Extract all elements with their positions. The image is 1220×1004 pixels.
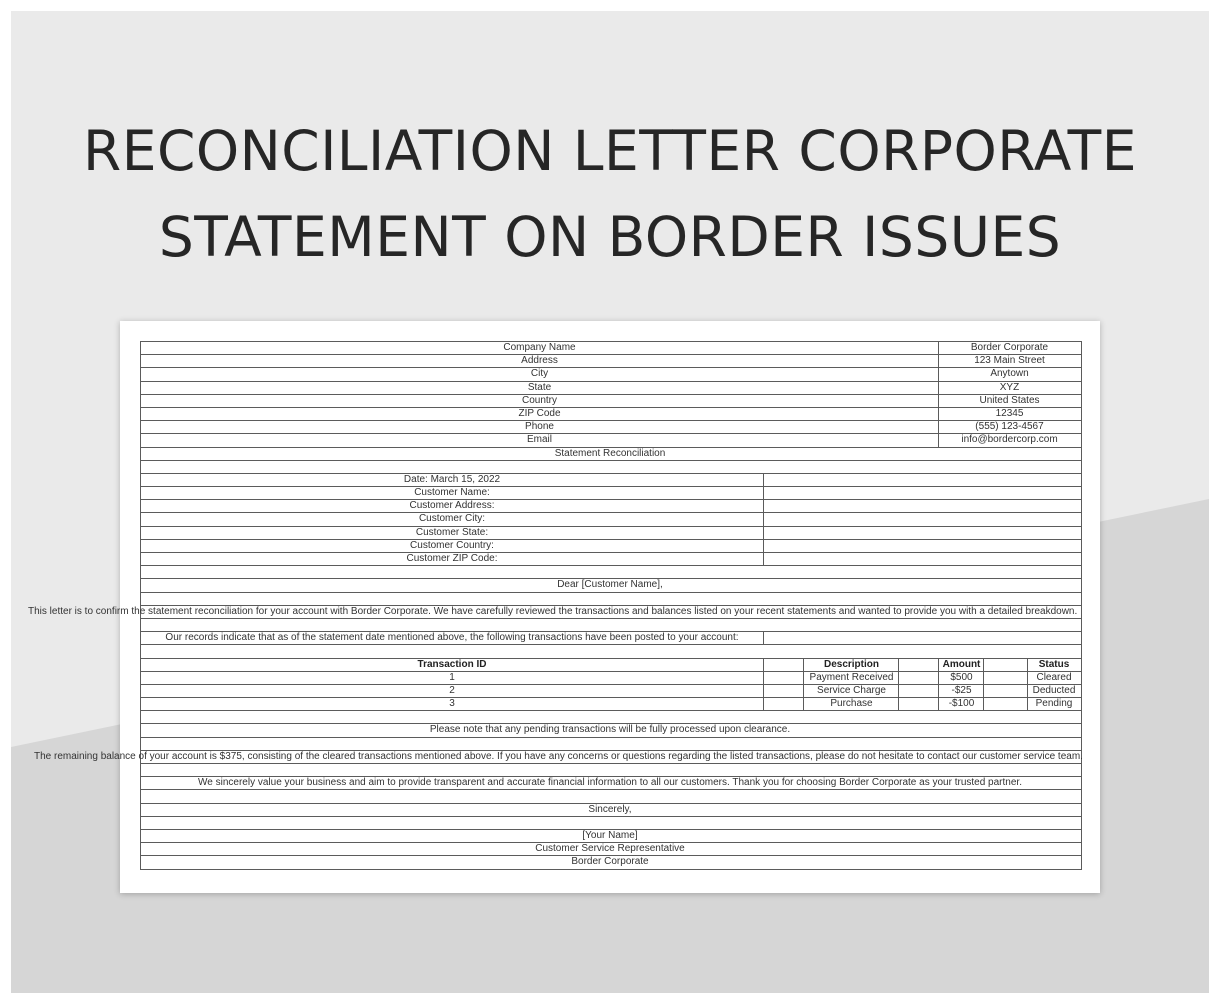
company-value: info@bordercorp.com bbox=[938, 434, 1080, 446]
spacer-cell bbox=[983, 698, 1028, 710]
pending-note-text: Please note that any pending transactions will be fully processed upon clearance. bbox=[429, 724, 791, 736]
spreadsheet-grid bbox=[28, 341, 1083, 870]
transaction-description: Purchase bbox=[803, 698, 899, 710]
signature-row bbox=[141, 830, 1081, 843]
transaction-id: 2 bbox=[449, 684, 455, 696]
company-label: Phone bbox=[525, 421, 554, 433]
company-row bbox=[141, 368, 1081, 381]
blank-row bbox=[141, 645, 1081, 658]
company-label: Address bbox=[521, 355, 558, 367]
company-value: 12345 bbox=[938, 408, 1080, 420]
spacer-cell bbox=[898, 659, 939, 671]
transaction-amount: -$100 bbox=[938, 698, 984, 710]
customer-row bbox=[141, 540, 1081, 553]
customer-field: Customer Address: bbox=[409, 500, 495, 512]
blank-row bbox=[141, 738, 1081, 751]
spacer-cell bbox=[763, 672, 804, 684]
greeting-row bbox=[141, 579, 1081, 592]
company-label: Email bbox=[526, 434, 552, 446]
transaction-status: Pending bbox=[1027, 698, 1080, 710]
blank-row bbox=[141, 593, 1081, 606]
table-row bbox=[141, 685, 1081, 698]
spacer-cell bbox=[983, 685, 1028, 697]
page-title bbox=[0, 108, 1220, 280]
customer-row bbox=[141, 527, 1081, 540]
company-row bbox=[141, 434, 1081, 447]
spacer-cell bbox=[898, 672, 939, 684]
spacer-cell bbox=[763, 698, 804, 710]
balance-text: The remaining balance of your account is $375, consisting of the cleared transactions mentioned above. If you have any concerns or questions regarding the listed transactions, please do not hesitate to contact our customer service team. bbox=[34, 750, 1083, 762]
intro-text: This letter is to confirm the statement reconciliation for your account with Border Corporate. We have carefully reviewed the transactions and balances listed on your recent statements and wanted to provide you with a detailed breakdown. bbox=[28, 605, 1078, 617]
blank-row bbox=[141, 817, 1081, 830]
transactions-header-row bbox=[141, 659, 1081, 672]
column-header-status: Status bbox=[1027, 659, 1080, 671]
blank-row bbox=[141, 764, 1081, 777]
column-header-description: Description bbox=[803, 659, 899, 671]
spreadsheet-preview bbox=[28, 321, 1100, 893]
customer-value-cell bbox=[763, 553, 1080, 565]
transaction-id: 3 bbox=[449, 698, 455, 710]
company-value: Anytown bbox=[938, 368, 1080, 380]
column-header-amount: Amount bbox=[938, 659, 984, 671]
customer-value-cell bbox=[763, 513, 1080, 525]
blank-row bbox=[141, 790, 1081, 803]
title-line-1: RECONCILIATION LETTER CORPORATE bbox=[82, 119, 1137, 183]
company-row bbox=[141, 395, 1081, 408]
records-row bbox=[141, 632, 1081, 645]
transaction-status: Deducted bbox=[1027, 685, 1080, 697]
spacer-cell bbox=[763, 659, 804, 671]
title-line-2: STATEMENT ON BORDER ISSUES bbox=[158, 205, 1062, 269]
customer-field: Customer City: bbox=[418, 513, 486, 525]
value-note-text: We sincerely value your business and aim to provide transparent and accurate financial information to all our customers. Thank you for choosing Border Corporate as your trusted partner. bbox=[198, 777, 1022, 789]
company-row bbox=[141, 382, 1081, 395]
spacer-cell bbox=[983, 672, 1028, 684]
blank-row bbox=[141, 566, 1081, 579]
customer-value-cell bbox=[763, 527, 1080, 539]
customer-value-cell bbox=[763, 540, 1080, 552]
signature-name: [Your Name] bbox=[582, 829, 638, 841]
statement-heading: Statement Reconciliation bbox=[554, 447, 666, 459]
company-value: (555) 123-4567 bbox=[938, 421, 1080, 433]
statement-heading-row bbox=[141, 448, 1081, 461]
closing-text: Sincerely, bbox=[588, 803, 632, 815]
blank-row bbox=[141, 619, 1081, 632]
company-label: Company Name bbox=[503, 342, 576, 353]
transaction-id: 1 bbox=[449, 671, 455, 683]
value-note-row bbox=[141, 777, 1081, 790]
spacer-cell bbox=[898, 698, 939, 710]
customer-row bbox=[141, 487, 1081, 500]
records-value-cell bbox=[763, 632, 1080, 644]
customer-row bbox=[141, 500, 1081, 513]
closing-row bbox=[141, 804, 1081, 817]
table-row bbox=[141, 698, 1081, 711]
customer-field: Date: March 15, 2022 bbox=[403, 473, 501, 485]
greeting-text: Dear [Customer Name], bbox=[557, 579, 663, 591]
spacer-cell bbox=[983, 659, 1028, 671]
spacer-cell bbox=[898, 685, 939, 697]
company-row bbox=[141, 408, 1081, 421]
column-header-transaction-id: Transaction ID bbox=[417, 658, 487, 670]
customer-field: Customer Country: bbox=[410, 539, 494, 551]
company-row bbox=[141, 355, 1081, 368]
customer-field: Customer ZIP Code: bbox=[406, 553, 498, 564]
customer-value-cell bbox=[763, 487, 1080, 499]
customer-value-cell bbox=[763, 474, 1080, 486]
blank-row bbox=[141, 461, 1081, 474]
balance-row bbox=[34, 750, 1083, 764]
transaction-description: Payment Received bbox=[803, 672, 899, 684]
transaction-amount: $500 bbox=[938, 672, 984, 684]
intro-row bbox=[28, 605, 1081, 619]
customer-row bbox=[141, 474, 1081, 487]
company-row bbox=[141, 342, 1081, 355]
pending-note-row bbox=[141, 724, 1081, 737]
customer-field: Customer Name: bbox=[414, 487, 490, 499]
signature-company: Border Corporate bbox=[571, 856, 649, 868]
company-label: Country bbox=[521, 394, 557, 406]
customer-value-cell bbox=[763, 500, 1080, 512]
company-label: State bbox=[527, 381, 552, 393]
customer-row bbox=[141, 513, 1081, 526]
company-value: XYZ bbox=[938, 382, 1080, 394]
company-value: Border Corporate bbox=[938, 342, 1080, 354]
customer-row bbox=[141, 553, 1081, 566]
company-value: 123 Main Street bbox=[938, 355, 1080, 367]
signature-row bbox=[141, 843, 1081, 856]
transaction-status: Cleared bbox=[1027, 672, 1080, 684]
customer-field: Customer State: bbox=[415, 526, 489, 538]
records-text: Our records indicate that as of the statement date mentioned above, the following transactions have been posted to your account: bbox=[165, 632, 739, 644]
company-label: ZIP Code bbox=[518, 407, 561, 419]
table-row bbox=[141, 672, 1081, 685]
transaction-description: Service Charge bbox=[803, 685, 899, 697]
company-value: United States bbox=[938, 395, 1080, 407]
company-label: City bbox=[530, 368, 549, 380]
transaction-amount: -$25 bbox=[938, 685, 984, 697]
signature-row bbox=[141, 856, 1081, 869]
company-row bbox=[141, 421, 1081, 434]
signature-role: Customer Service Representative bbox=[535, 843, 685, 855]
spacer-cell bbox=[763, 685, 804, 697]
blank-row bbox=[141, 711, 1081, 724]
